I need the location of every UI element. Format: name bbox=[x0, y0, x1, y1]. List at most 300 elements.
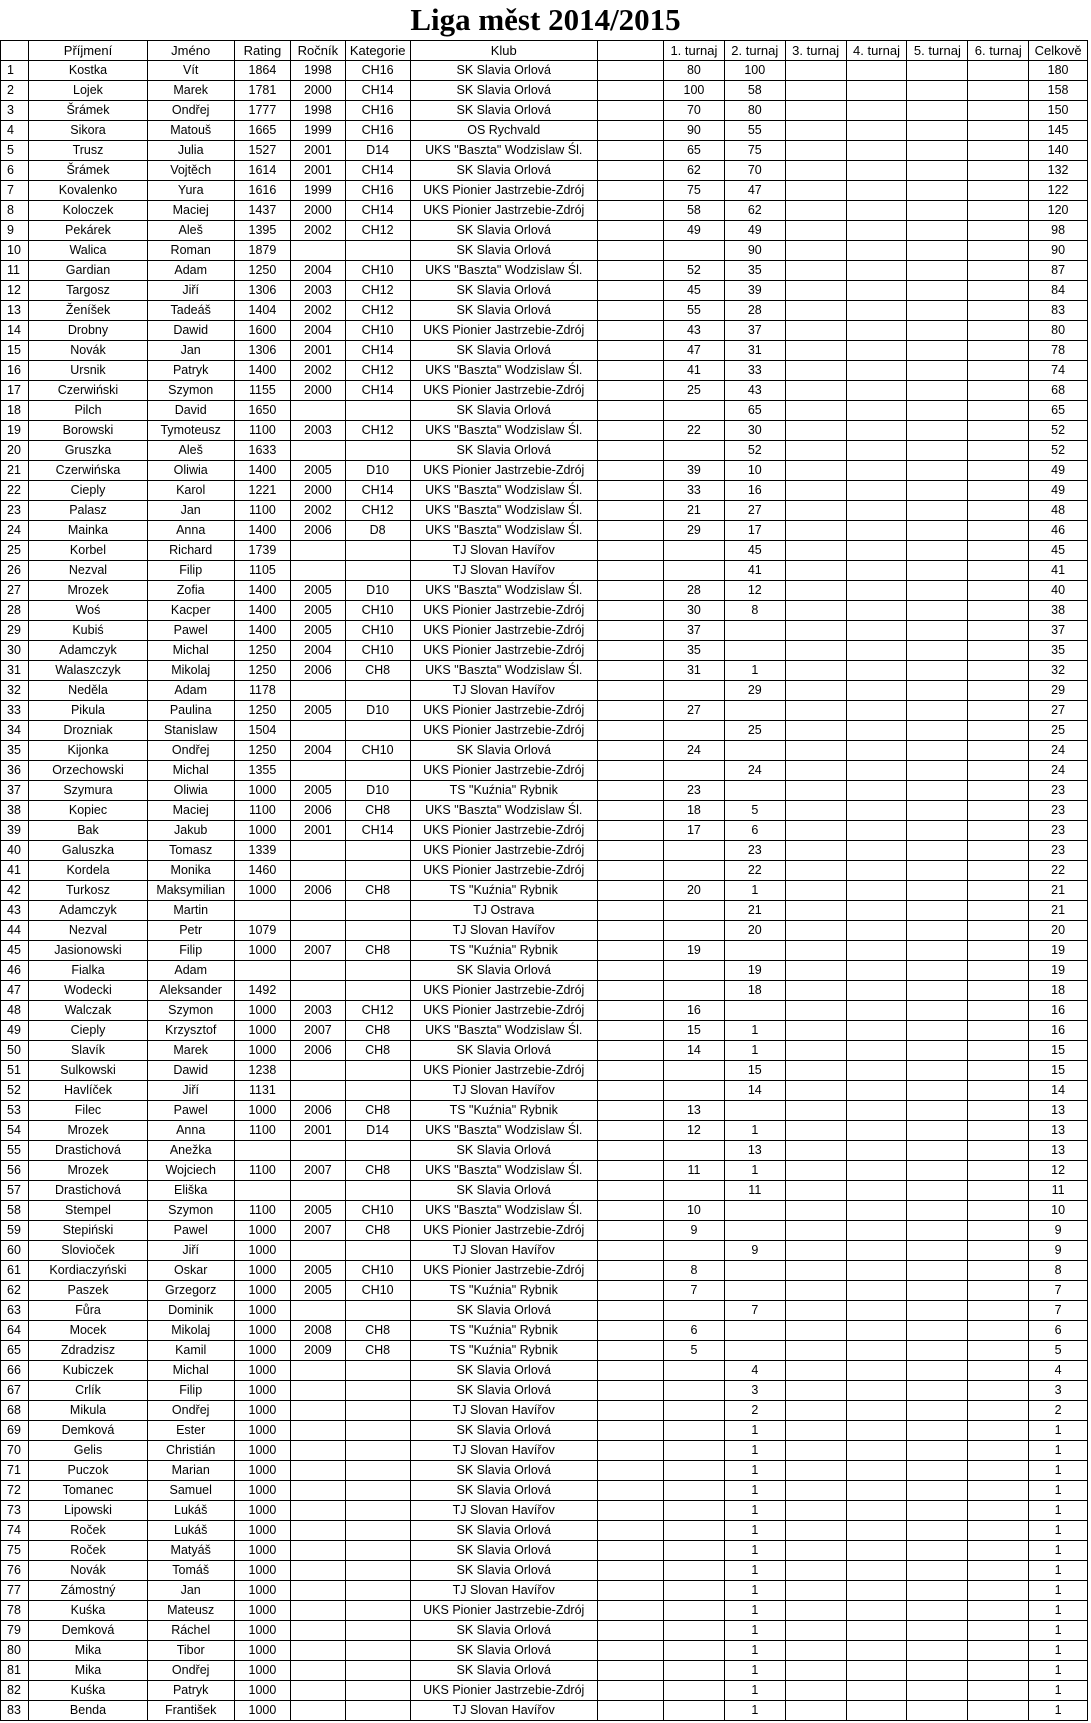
club-extra-cell bbox=[597, 161, 663, 181]
round-2-cell: 1 bbox=[724, 1601, 785, 1621]
round-5-cell bbox=[907, 1361, 968, 1381]
surname-cell: Lojek bbox=[29, 81, 147, 101]
round-3-cell bbox=[785, 961, 846, 981]
round-6-cell bbox=[968, 841, 1029, 861]
rank-cell: 78 bbox=[1, 1601, 29, 1621]
club-cell: UKS "Baszta" Wodzislaw Śl. bbox=[410, 521, 597, 541]
total-cell: 23 bbox=[1029, 841, 1088, 861]
surname-cell: Szymura bbox=[29, 781, 147, 801]
first-name-cell: Stanislaw bbox=[147, 721, 234, 741]
round-5-cell bbox=[907, 1541, 968, 1561]
first-name-cell: Martin bbox=[147, 901, 234, 921]
table-row bbox=[1, 581, 1088, 601]
round-3-cell bbox=[785, 761, 846, 781]
club-cell: SK Slavia Orlová bbox=[410, 1481, 597, 1501]
table-row bbox=[1, 1461, 1088, 1481]
rating-cell: 1100 bbox=[234, 421, 291, 441]
surname-cell: Fialka bbox=[29, 961, 147, 981]
round-1-cell: 41 bbox=[664, 361, 725, 381]
first-name-cell: Adam bbox=[147, 261, 234, 281]
round-3-cell bbox=[785, 981, 846, 1001]
round-5-cell bbox=[907, 661, 968, 681]
birth-year-cell bbox=[291, 1421, 345, 1441]
rank-cell: 42 bbox=[1, 881, 29, 901]
round-3-cell bbox=[785, 541, 846, 561]
first-name-cell: Pawel bbox=[147, 1221, 234, 1241]
round-2-cell: 43 bbox=[724, 381, 785, 401]
club-cell: TJ Slovan Havířov bbox=[410, 1701, 597, 1721]
round-1-cell bbox=[664, 721, 725, 741]
round-3-cell bbox=[785, 881, 846, 901]
round-4-cell bbox=[846, 301, 907, 321]
club-cell: SK Slavia Orlová bbox=[410, 441, 597, 461]
round-6-cell bbox=[968, 1661, 1029, 1681]
club-extra-cell bbox=[597, 1381, 663, 1401]
club-extra-cell bbox=[597, 781, 663, 801]
round-3-cell bbox=[785, 1661, 846, 1681]
club-cell: SK Slavia Orlová bbox=[410, 1641, 597, 1661]
round-4-cell bbox=[846, 1561, 907, 1581]
first-name-cell: František bbox=[147, 1701, 234, 1721]
category-cell bbox=[345, 1301, 410, 1321]
total-cell: 22 bbox=[1029, 861, 1088, 881]
club-extra-cell bbox=[597, 881, 663, 901]
birth-year-cell bbox=[291, 961, 345, 981]
category-cell: CH10 bbox=[345, 641, 410, 661]
round-2-cell: 1 bbox=[724, 1681, 785, 1701]
category-cell: CH10 bbox=[345, 1201, 410, 1221]
club-extra-cell bbox=[597, 621, 663, 641]
round-2-cell: 5 bbox=[724, 801, 785, 821]
round-1-cell bbox=[664, 861, 725, 881]
round-5-cell bbox=[907, 701, 968, 721]
rank-cell: 48 bbox=[1, 1001, 29, 1021]
category-cell: CH10 bbox=[345, 621, 410, 641]
birth-year-cell: 2006 bbox=[291, 661, 345, 681]
first-name-cell: Richard bbox=[147, 541, 234, 561]
round-2-cell: 11 bbox=[724, 1181, 785, 1201]
round-2-cell: 35 bbox=[724, 261, 785, 281]
club-cell: SK Slavia Orlová bbox=[410, 221, 597, 241]
round-2-cell: 21 bbox=[724, 901, 785, 921]
surname-cell: Sulkowski bbox=[29, 1061, 147, 1081]
category-cell bbox=[345, 241, 410, 261]
club-cell: SK Slavia Orlová bbox=[410, 161, 597, 181]
club-cell: SK Slavia Orlová bbox=[410, 741, 597, 761]
rating-cell: 1000 bbox=[234, 941, 291, 961]
birth-year-cell bbox=[291, 721, 345, 741]
club-extra-cell bbox=[597, 841, 663, 861]
round-5-cell bbox=[907, 981, 968, 1001]
table-row bbox=[1, 1441, 1088, 1461]
round-6-cell bbox=[968, 181, 1029, 201]
surname-cell: Demková bbox=[29, 1421, 147, 1441]
round-1-cell bbox=[664, 1081, 725, 1101]
total-cell: 145 bbox=[1029, 121, 1088, 141]
round-2-cell: 4 bbox=[724, 1361, 785, 1381]
round-2-cell bbox=[724, 1221, 785, 1241]
category-cell: CH16 bbox=[345, 61, 410, 81]
round-3-cell bbox=[785, 1321, 846, 1341]
surname-cell: Galuszka bbox=[29, 841, 147, 861]
rating-cell: 1306 bbox=[234, 281, 291, 301]
club-cell: SK Slavia Orlová bbox=[410, 961, 597, 981]
round-1-cell: 58 bbox=[664, 201, 725, 221]
category-cell: CH10 bbox=[345, 1281, 410, 1301]
rank-cell: 75 bbox=[1, 1541, 29, 1561]
round-4-cell bbox=[846, 1001, 907, 1021]
round-6-cell bbox=[968, 1481, 1029, 1501]
birth-year-cell: 1999 bbox=[291, 121, 345, 141]
round-5-cell bbox=[907, 861, 968, 881]
club-extra-cell bbox=[597, 1621, 663, 1641]
surname-cell: Walczak bbox=[29, 1001, 147, 1021]
club-cell: TJ Slovan Havířov bbox=[410, 1401, 597, 1421]
table-row bbox=[1, 1261, 1088, 1281]
first-name-cell: Aleš bbox=[147, 221, 234, 241]
round-4-cell bbox=[846, 201, 907, 221]
round-1-cell: 90 bbox=[664, 121, 725, 141]
total-cell: 24 bbox=[1029, 761, 1088, 781]
round-1-cell: 20 bbox=[664, 881, 725, 901]
club-extra-cell bbox=[597, 981, 663, 1001]
club-extra-cell bbox=[597, 1121, 663, 1141]
round-4-cell bbox=[846, 1121, 907, 1141]
birth-year-cell: 2000 bbox=[291, 381, 345, 401]
round-2-cell bbox=[724, 641, 785, 661]
surname-cell: Borowski bbox=[29, 421, 147, 441]
round-3-cell bbox=[785, 681, 846, 701]
round-5-cell bbox=[907, 1281, 968, 1301]
round-6-cell bbox=[968, 801, 1029, 821]
round-3-cell bbox=[785, 1381, 846, 1401]
total-cell: 24 bbox=[1029, 741, 1088, 761]
club-extra-cell bbox=[597, 541, 663, 561]
total-cell: 8 bbox=[1029, 1261, 1088, 1281]
club-cell: UKS "Baszta" Wodzislaw Śl. bbox=[410, 481, 597, 501]
round-3-cell bbox=[785, 181, 846, 201]
round-4-cell bbox=[846, 401, 907, 421]
round-1-cell bbox=[664, 1301, 725, 1321]
round-5-cell bbox=[907, 761, 968, 781]
club-extra-cell bbox=[597, 441, 663, 461]
club-extra-cell bbox=[597, 1561, 663, 1581]
club-extra-cell bbox=[597, 1401, 663, 1421]
table-row bbox=[1, 1361, 1088, 1381]
round-5-cell bbox=[907, 221, 968, 241]
round-3-cell bbox=[785, 441, 846, 461]
rank-cell: 14 bbox=[1, 321, 29, 341]
table-row bbox=[1, 341, 1088, 361]
surname-cell: Lipowski bbox=[29, 1501, 147, 1521]
first-name-cell: Szymon bbox=[147, 1001, 234, 1021]
surname-cell: Stepiński bbox=[29, 1221, 147, 1241]
rank-cell: 1 bbox=[1, 61, 29, 81]
birth-year-cell bbox=[291, 1241, 345, 1261]
birth-year-cell: 2008 bbox=[291, 1321, 345, 1341]
club-cell: TS "Kuźnia" Rybnik bbox=[410, 781, 597, 801]
rating-cell: 1437 bbox=[234, 201, 291, 221]
rank-cell: 11 bbox=[1, 261, 29, 281]
round-3-cell bbox=[785, 341, 846, 361]
total-cell: 2 bbox=[1029, 1401, 1088, 1421]
rating-cell: 1000 bbox=[234, 1281, 291, 1301]
total-cell: 1 bbox=[1029, 1621, 1088, 1641]
rank-cell: 57 bbox=[1, 1181, 29, 1201]
round-5-cell bbox=[907, 1661, 968, 1681]
table-row bbox=[1, 141, 1088, 161]
club-extra-cell bbox=[597, 1041, 663, 1061]
round-2-cell: 24 bbox=[724, 761, 785, 781]
round-2-cell: 1 bbox=[724, 1161, 785, 1181]
surname-cell: Stempel bbox=[29, 1201, 147, 1221]
round-3-cell bbox=[785, 401, 846, 421]
total-cell: 23 bbox=[1029, 781, 1088, 801]
rating-cell: 1000 bbox=[234, 1341, 291, 1361]
round-4-cell bbox=[846, 1061, 907, 1081]
rank-cell: 74 bbox=[1, 1521, 29, 1541]
total-cell: 1 bbox=[1029, 1641, 1088, 1661]
club-extra-cell bbox=[597, 661, 663, 681]
total-cell: 37 bbox=[1029, 621, 1088, 641]
round-5-cell bbox=[907, 721, 968, 741]
club-cell: UKS Pionier Jastrzebie-Zdrój bbox=[410, 321, 597, 341]
first-name-cell: Tymoteusz bbox=[147, 421, 234, 441]
table-row bbox=[1, 1061, 1088, 1081]
column-header-total: Celkově bbox=[1029, 41, 1088, 61]
rank-cell: 83 bbox=[1, 1701, 29, 1721]
round-5-cell bbox=[907, 261, 968, 281]
rating-cell: 1131 bbox=[234, 1081, 291, 1101]
first-name-cell: Mateusz bbox=[147, 1601, 234, 1621]
table-row bbox=[1, 101, 1088, 121]
table-row bbox=[1, 761, 1088, 781]
round-4-cell bbox=[846, 321, 907, 341]
round-1-cell: 14 bbox=[664, 1041, 725, 1061]
round-3-cell bbox=[785, 1601, 846, 1621]
rank-cell: 26 bbox=[1, 561, 29, 581]
club-cell: UKS Pionier Jastrzebie-Zdrój bbox=[410, 201, 597, 221]
rating-cell: 1000 bbox=[234, 881, 291, 901]
rating-cell: 1221 bbox=[234, 481, 291, 501]
table-row bbox=[1, 121, 1088, 141]
rating-cell: 1100 bbox=[234, 801, 291, 821]
round-5-cell bbox=[907, 1421, 968, 1441]
category-cell bbox=[345, 1441, 410, 1461]
round-1-cell: 33 bbox=[664, 481, 725, 501]
round-6-cell bbox=[968, 881, 1029, 901]
club-cell: TJ Slovan Havířov bbox=[410, 1581, 597, 1601]
round-3-cell bbox=[785, 501, 846, 521]
table-row bbox=[1, 1641, 1088, 1661]
round-6-cell bbox=[968, 1561, 1029, 1581]
club-extra-cell bbox=[597, 861, 663, 881]
surname-cell: Bak bbox=[29, 821, 147, 841]
birth-year-cell bbox=[291, 441, 345, 461]
round-5-cell bbox=[907, 1041, 968, 1061]
round-5-cell bbox=[907, 1521, 968, 1541]
round-1-cell bbox=[664, 1441, 725, 1461]
round-3-cell bbox=[785, 1701, 846, 1721]
round-5-cell bbox=[907, 241, 968, 261]
birth-year-cell bbox=[291, 1521, 345, 1541]
total-cell: 45 bbox=[1029, 541, 1088, 561]
round-4-cell bbox=[846, 1481, 907, 1501]
category-cell bbox=[345, 961, 410, 981]
round-6-cell bbox=[968, 281, 1029, 301]
round-1-cell bbox=[664, 1421, 725, 1441]
total-cell: 122 bbox=[1029, 181, 1088, 201]
round-3-cell bbox=[785, 1521, 846, 1541]
total-cell: 1 bbox=[1029, 1661, 1088, 1681]
table-row bbox=[1, 1681, 1088, 1701]
rank-cell: 38 bbox=[1, 801, 29, 821]
club-cell: UKS "Baszta" Wodzislaw Śl. bbox=[410, 581, 597, 601]
round-2-cell: 1 bbox=[724, 1121, 785, 1141]
total-cell: 1 bbox=[1029, 1681, 1088, 1701]
rating-cell: 1250 bbox=[234, 261, 291, 281]
surname-cell: Mainka bbox=[29, 521, 147, 541]
round-1-cell: 12 bbox=[664, 1121, 725, 1141]
round-3-cell bbox=[785, 1181, 846, 1201]
club-cell: TJ Slovan Havířov bbox=[410, 681, 597, 701]
round-5-cell bbox=[907, 1101, 968, 1121]
round-4-cell bbox=[846, 481, 907, 501]
club-extra-cell bbox=[597, 1001, 663, 1021]
surname-cell: Adamczyk bbox=[29, 901, 147, 921]
round-2-cell: 1 bbox=[724, 1661, 785, 1681]
round-1-cell: 45 bbox=[664, 281, 725, 301]
round-5-cell bbox=[907, 1701, 968, 1721]
club-extra-cell bbox=[597, 1021, 663, 1041]
club-cell: UKS Pionier Jastrzebie-Zdrój bbox=[410, 1601, 597, 1621]
round-4-cell bbox=[846, 1341, 907, 1361]
surname-cell: Roček bbox=[29, 1521, 147, 1541]
rank-cell: 82 bbox=[1, 1681, 29, 1701]
rating-cell: 1000 bbox=[234, 1581, 291, 1601]
club-extra-cell bbox=[597, 341, 663, 361]
table-row bbox=[1, 621, 1088, 641]
round-5-cell bbox=[907, 1621, 968, 1641]
club-cell: UKS "Baszta" Wodzislaw Śl. bbox=[410, 361, 597, 381]
club-cell: SK Slavia Orlová bbox=[410, 281, 597, 301]
round-5-cell bbox=[907, 361, 968, 381]
table-row bbox=[1, 741, 1088, 761]
round-4-cell bbox=[846, 1521, 907, 1541]
round-6-cell bbox=[968, 81, 1029, 101]
total-cell: 5 bbox=[1029, 1341, 1088, 1361]
round-4-cell bbox=[846, 781, 907, 801]
total-cell: 1 bbox=[1029, 1501, 1088, 1521]
category-cell: CH12 bbox=[345, 301, 410, 321]
total-cell: 29 bbox=[1029, 681, 1088, 701]
rank-cell: 29 bbox=[1, 621, 29, 641]
round-1-cell bbox=[664, 1481, 725, 1501]
category-cell bbox=[345, 1401, 410, 1421]
birth-year-cell: 2005 bbox=[291, 601, 345, 621]
first-name-cell: Matouš bbox=[147, 121, 234, 141]
page-title: Liga měst 2014/2015 bbox=[410, 2, 681, 37]
rank-cell: 51 bbox=[1, 1061, 29, 1081]
round-6-cell bbox=[968, 1601, 1029, 1621]
table-row bbox=[1, 1161, 1088, 1181]
round-4-cell bbox=[846, 521, 907, 541]
surname-cell: Mika bbox=[29, 1641, 147, 1661]
total-cell: 158 bbox=[1029, 81, 1088, 101]
round-1-cell: 35 bbox=[664, 641, 725, 661]
round-4-cell bbox=[846, 1581, 907, 1601]
first-name-cell: Julia bbox=[147, 141, 234, 161]
round-6-cell bbox=[968, 1221, 1029, 1241]
round-4-cell bbox=[846, 141, 907, 161]
surname-cell: Nezval bbox=[29, 921, 147, 941]
round-5-cell bbox=[907, 1461, 968, 1481]
round-5-cell bbox=[907, 321, 968, 341]
first-name-cell: Oliwia bbox=[147, 461, 234, 481]
birth-year-cell bbox=[291, 241, 345, 261]
table-row bbox=[1, 461, 1088, 481]
club-cell: TJ Slovan Havířov bbox=[410, 1501, 597, 1521]
round-5-cell bbox=[907, 201, 968, 221]
round-3-cell bbox=[785, 61, 846, 81]
round-2-cell: 80 bbox=[724, 101, 785, 121]
birth-year-cell bbox=[291, 1681, 345, 1701]
round-3-cell bbox=[785, 781, 846, 801]
column-header-round-6: 6. turnaj bbox=[968, 41, 1029, 61]
column-header-category: Kategorie bbox=[345, 41, 410, 61]
surname-cell: Mrozek bbox=[29, 581, 147, 601]
round-4-cell bbox=[846, 981, 907, 1001]
birth-year-cell bbox=[291, 541, 345, 561]
round-5-cell bbox=[907, 481, 968, 501]
round-4-cell bbox=[846, 341, 907, 361]
first-name-cell: Jiří bbox=[147, 281, 234, 301]
round-1-cell: 62 bbox=[664, 161, 725, 181]
category-cell bbox=[345, 401, 410, 421]
rank-cell: 72 bbox=[1, 1481, 29, 1501]
birth-year-cell: 2006 bbox=[291, 1101, 345, 1121]
rank-cell: 4 bbox=[1, 121, 29, 141]
round-1-cell bbox=[664, 1381, 725, 1401]
birth-year-cell bbox=[291, 1301, 345, 1321]
birth-year-cell: 2005 bbox=[291, 581, 345, 601]
round-6-cell bbox=[968, 1061, 1029, 1081]
surname-cell: Targosz bbox=[29, 281, 147, 301]
club-extra-cell bbox=[597, 461, 663, 481]
club-extra-cell bbox=[597, 1241, 663, 1261]
round-5-cell bbox=[907, 141, 968, 161]
club-extra-cell bbox=[597, 681, 663, 701]
first-name-cell: Maciej bbox=[147, 201, 234, 221]
round-4-cell bbox=[846, 1401, 907, 1421]
club-extra-cell bbox=[597, 961, 663, 981]
round-1-cell: 15 bbox=[664, 1021, 725, 1041]
round-3-cell bbox=[785, 1021, 846, 1041]
birth-year-cell bbox=[291, 561, 345, 581]
first-name-cell: Ondřej bbox=[147, 1401, 234, 1421]
round-2-cell: 47 bbox=[724, 181, 785, 201]
table-row bbox=[1, 1481, 1088, 1501]
club-extra-cell bbox=[597, 1501, 663, 1521]
round-3-cell bbox=[785, 1241, 846, 1261]
round-5-cell bbox=[907, 1441, 968, 1461]
total-cell: 49 bbox=[1029, 481, 1088, 501]
total-cell: 1 bbox=[1029, 1461, 1088, 1481]
club-cell: UKS Pionier Jastrzebie-Zdrój bbox=[410, 601, 597, 621]
round-1-cell bbox=[664, 921, 725, 941]
rating-cell: 1000 bbox=[234, 1441, 291, 1461]
club-cell: SK Slavia Orlová bbox=[410, 241, 597, 261]
